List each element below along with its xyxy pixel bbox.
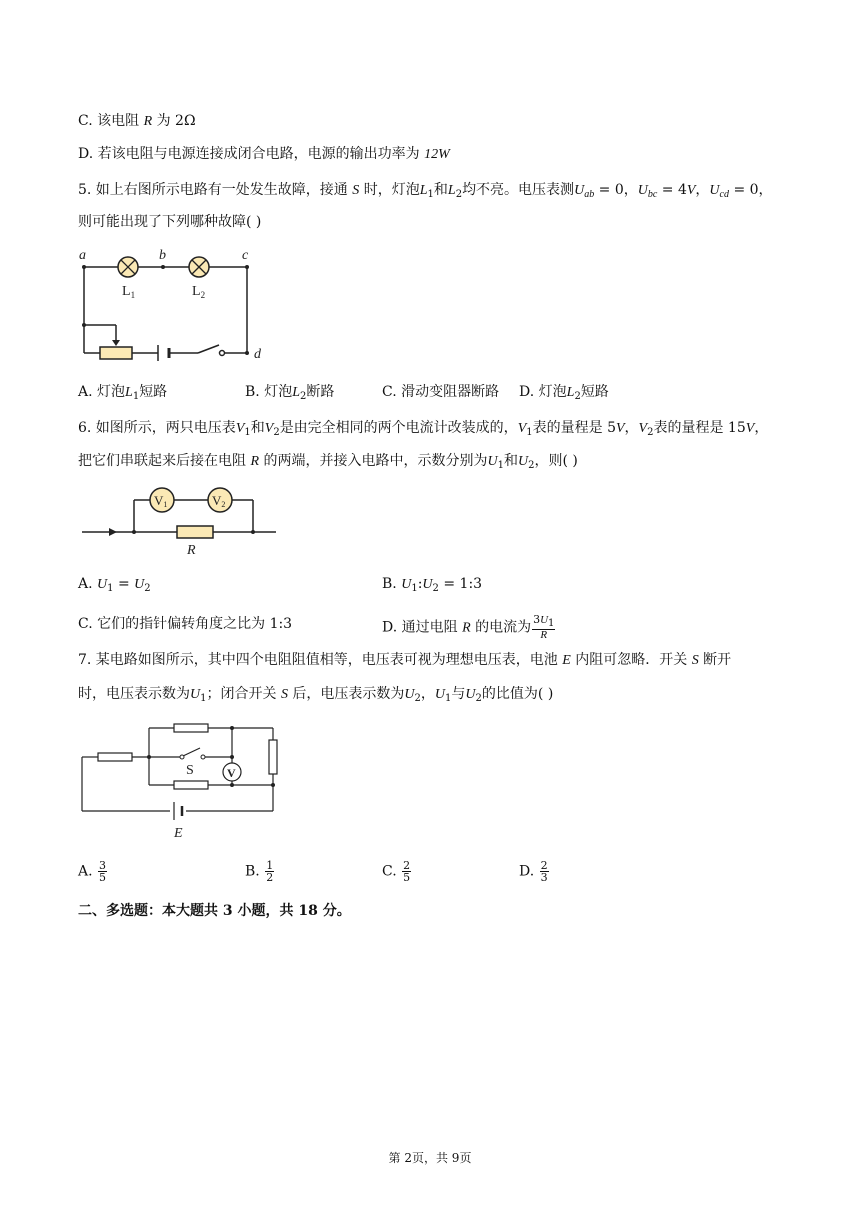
resistor-r-icon	[177, 526, 213, 538]
q7-stem-line2: 时，电压表示数为$U_1$；闭合开关 S 后，电压表示数为$U_2$，$U_1$与$U_2$的比值为( )	[78, 686, 554, 704]
resistor-4-icon	[269, 740, 277, 774]
q5-option-d: D. 灯泡$L_2$短路	[519, 384, 609, 402]
rheostat-icon	[100, 347, 132, 359]
q5-option-b: B. 灯泡$L_2$断路	[245, 384, 335, 402]
switch-icon	[198, 345, 225, 356]
q4-option-c: C. 该电阻 R 为 2Ω	[78, 113, 196, 129]
resistor-3-icon	[174, 781, 208, 789]
q5-stem-line2: 则可能出现了下列哪种故障( )	[78, 214, 262, 230]
label-d: d	[254, 347, 261, 362]
q5-option-c: C. 滑动变阻器断路	[382, 384, 500, 400]
svg-text:V: V	[227, 766, 236, 780]
battery-icon	[158, 345, 169, 361]
q6-option-d: D. 通过电阻 R 的电流为 $\frac{3U_1}{R}$	[382, 613, 555, 641]
lamp-l2-icon	[189, 257, 209, 277]
q6-stem-line2: 把它们串联起来后接在电阻 R 的两端，并接入电路中，示数分别为$U_1$和$U_2$，则( )	[78, 453, 578, 471]
label-b: b	[159, 248, 166, 263]
q6-circuit-figure	[82, 485, 282, 560]
section2-heading: 二、多选题：本大题共 3 小题，共 18 分。	[78, 903, 351, 919]
q6-stem-line1: 6. 如图所示，两只电压表$V_1$和$V_2$是由完全相同的两个电流计改装成的，$V_1$表的量程是 5V，$V_2$表的量程是 15V，	[78, 420, 769, 438]
label-l1: $L_1$	[122, 284, 136, 300]
label-e: E	[174, 826, 183, 841]
svg-text:V2: V2	[212, 493, 226, 509]
q5-option-a: A. 灯泡$L_1$短路	[78, 384, 168, 402]
q7-option-a: A. $\frac{3}{5}$	[78, 859, 107, 884]
q6-option-b: B. $U_1:U_2$ = 1:3	[382, 576, 483, 594]
label-l2: $L_2$	[192, 284, 206, 300]
arrow-icon	[109, 528, 117, 536]
label-c: c	[242, 248, 249, 263]
voltmeter-v2-icon	[208, 488, 232, 512]
voltmeter-v1-icon	[150, 488, 174, 512]
q7-stem-line1: 7. 某电路如图所示，其中四个电阻阻值相等，电压表可视为理想电压表，电池 E 内阻可忽略．开关 S 断开	[78, 652, 732, 668]
q7-option-c: C. $\frac{2}{5}$	[382, 859, 411, 884]
q7-option-b: B. $\frac{1}{2}$	[245, 859, 274, 884]
q7-circuit-figure	[82, 718, 287, 843]
lamp-l1-icon	[118, 257, 138, 277]
q6-option-c: C. 它们的指针偏转角度之比为 1:3	[78, 616, 293, 632]
q6-option-a: A. $U_1 = U_2$	[78, 576, 151, 594]
resistor-1-icon	[98, 753, 132, 761]
battery-e-icon	[174, 802, 182, 820]
q7-option-d: D. $\frac{2}{3}$	[519, 859, 548, 884]
resistor-2-icon	[174, 724, 208, 732]
svg-text:V1: V1	[154, 493, 168, 509]
label-a: a	[79, 248, 86, 263]
voltmeter-icon	[223, 763, 241, 781]
page-footer: 第 2页，共 9页	[388, 1151, 472, 1165]
q4-option-d: D. 若该电阻与电源连接成闭合电路，电源的输出功率为 12W	[78, 146, 450, 162]
label-r: R	[187, 543, 196, 558]
label-s: S	[186, 763, 194, 778]
q5-stem-line1: 5. 如上右图所示电路有一处发生故障，接通 S 时，灯泡$L_1$和$L_2$均不亮。电压表测$U_{ab} = 0$，$U_{bc} = 4V$，$U_{cd} = 0$，	[78, 182, 773, 200]
q5-circuit-figure	[76, 245, 276, 370]
